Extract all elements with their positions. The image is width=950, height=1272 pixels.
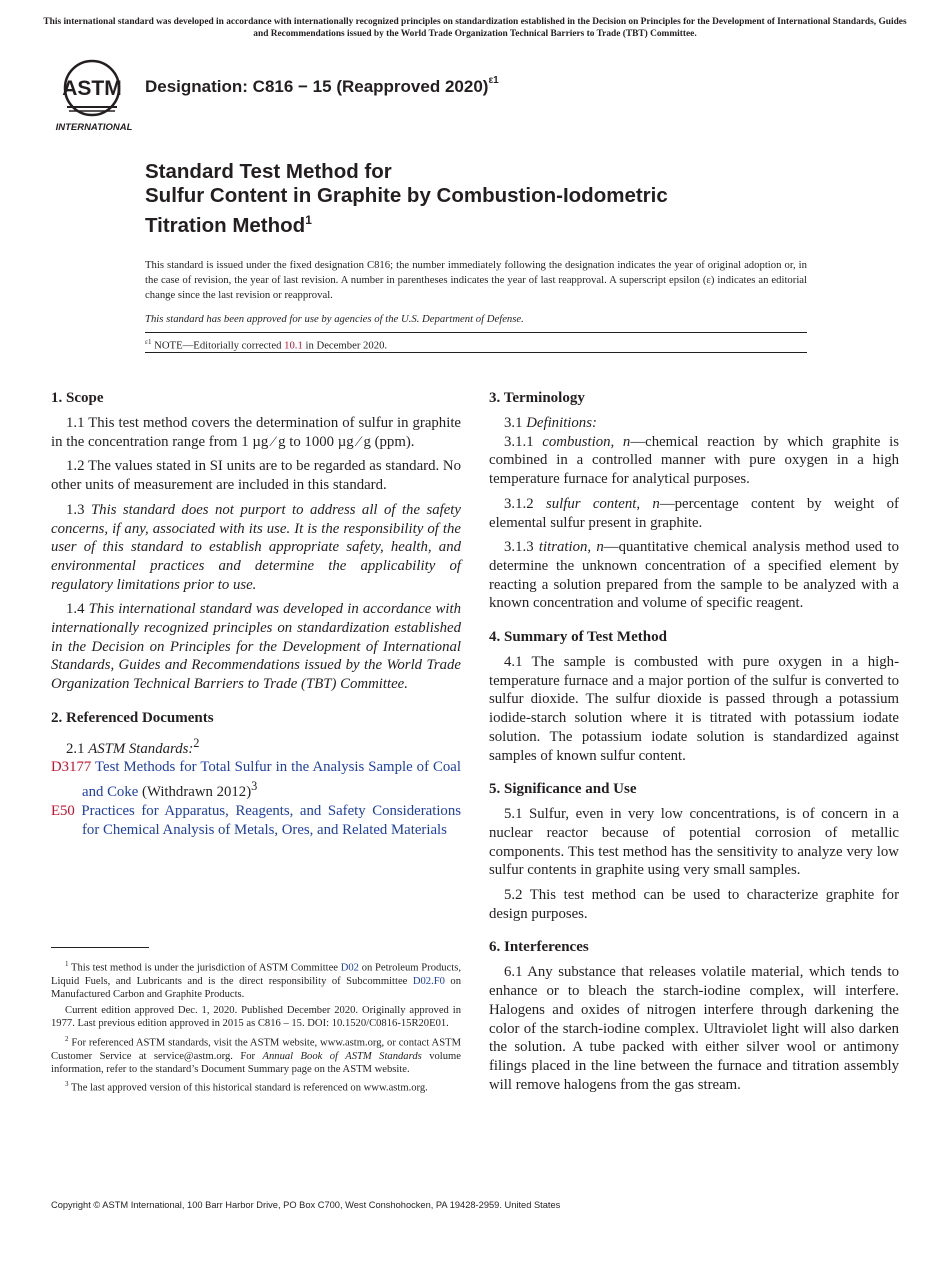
editorial-note-prefix: NOTE—Editorially corrected [151, 339, 285, 352]
section-heading-interferences: 6. Interferences [489, 939, 589, 956]
term-sulfur-content-def: —percentage content by weight of elemental sulfur present in graphite. [489, 495, 899, 531]
term-sulfur-content-num: 3.1.2 [504, 495, 546, 512]
term-titration-num: 3.1.3 [504, 539, 539, 556]
editorial-note-epsilon: ε1 [145, 338, 152, 346]
refdocs-2-1 [51, 734, 461, 759]
ref-e50 [51, 802, 461, 839]
footnote-3-text: The last approved version of this historical standard is referenced on www.astm.org. [68, 1082, 428, 1094]
ref-d3177-title[interactable]: Test Methods for Total Sulfur in the Analysis Sample of Coal and Coke [82, 759, 461, 801]
footnote-1-text-c: on Manufactured Carbon and Graphite Products. [51, 975, 461, 1001]
title-line-2: Sulfur Content in Graphite by Combustion-Iodometric [145, 184, 668, 207]
preamble: This standard is issued under the fixed designation C816; the number immediately following the designation indicates the year of original adoption or, in the case of revision, the year of last revision. A number in parentheses indicates the year of last reapproval. A superscript epsilon (ε) indicates an editorial change since the last revision or reapproval. [145, 259, 807, 301]
scope-1-2: 1.2 The values stated in SI units are to be regarded as standard. No other units of measurement are included in this standard. [51, 458, 461, 494]
footnote-1 [51, 958, 461, 1002]
title-footnote-ref: 1 [305, 213, 312, 227]
footnote-1-link-d02f0[interactable]: D02.F0 [412, 975, 445, 987]
title-line-1: Standard Test Method for [145, 160, 392, 183]
section-heading-significance: 5. Significance and Use [489, 781, 637, 798]
scope-1-1: 1.1 This test method covers the determination of sulfur in graphite in the concentration range from 1 µg ⁄ g to 1000 µg ⁄ g (ppm). [51, 415, 461, 450]
logo-text: ASTM [62, 77, 122, 100]
footnote-3 [51, 1078, 461, 1095]
term-titration [489, 538, 899, 613]
footnote-2-book: Annual Book of ASTM Standards [262, 1050, 422, 1062]
astm-logo [52, 58, 136, 136]
term-combustion-num: 3.1.1 [504, 433, 543, 450]
scope-1-4-text: This international standard was developed in accordance with internationally recognized principles on standardization established in the Decision on Principles for the Development of International Standards, Guides and Recommendations issued by the World Trade Organization Technical Barriers to Trade (TBT) Committee. [51, 601, 461, 693]
ref-e50-title[interactable]: Practices for Apparatus, Reagents, and Safety Considerations for Chemical Analysis of Metals, Ores, and Related Materials [81, 802, 461, 838]
section-heading-summary: 4. Summary of Test Method [489, 629, 667, 646]
term-combustion-term: combustion, n [542, 433, 631, 450]
editorial-note-link[interactable]: 10.1 [284, 339, 303, 352]
ref-d3177-withdrawn: (Withdrawn 2012) [138, 784, 252, 801]
footnote-1-link-d02[interactable]: D02 [340, 962, 359, 974]
ref-d3177-footnote-ref: 3 [251, 779, 258, 794]
title-line-3: Titration Method [145, 213, 306, 237]
footnote-3-marker: 3 [65, 1080, 69, 1089]
summary-4-1: 4.1 The sample is combusted with pure oxygen in a high-temperature furnace and a major portion of the sulfur is converted to sulfur dioxide. The sulfur dioxide is passed through a potassium iodide-starch solution where it is titrated with potassium iodate solution. The potassium iodate solution is standardized against samples of known sulfur content. [489, 654, 899, 764]
section-heading-refdocs: 2. Referenced Documents [51, 709, 214, 726]
designation-epsilon: ε1 [488, 75, 499, 87]
significance-5-2: 5.2 This test method can be used to characterize graphite for design purposes. [489, 887, 899, 922]
scope-1-4 [51, 600, 461, 694]
footnotes [51, 958, 461, 1097]
scope-1-3-text: This standard does not purport to address all of the safety concerns, if any, associated with its use. It is the responsibility of the user of this standard to establish appropriate safety, health, and environmental practices and determine the applicability of regulatory limitations prior to use. [51, 501, 461, 593]
footnote-2 [51, 1033, 461, 1077]
ref-d3177-code[interactable]: D3177 [51, 759, 92, 776]
dod-approval: This standard has been approved for use by agencies of the U.S. Department of Defense. [145, 313, 524, 325]
footnote-2-text-a: For referenced ASTM standards, visit the ASTM website, www.astm.org, or contact ASTM Customer Service at service@astm.org. For [51, 1037, 461, 1062]
logo-subtext: INTERNATIONAL [55, 122, 133, 133]
footnote-1-marker: 1 [65, 960, 69, 968]
designation-text: Designation: C816 − 15 (Reapproved 2020) [145, 77, 489, 96]
left-column [51, 388, 461, 839]
scope-1-3 [51, 501, 461, 595]
designation [145, 77, 499, 97]
significance-5-1: 5.1 Sulfur, even in very low concentrations, is of concern in a nuclear reactor because of potential corrosion of metallic components. This test method has the sensitivity to analyze very low sulfur contents in graphite using very small samples. [489, 806, 899, 879]
term-combustion-def: —chemical reaction by which graphite is combined in a controlled manner with pure oxygen in a high temperature furnace for analytical purposes. [489, 433, 899, 488]
terminology-3-1-text: Definitions: [526, 415, 597, 431]
interferences-6-1: 6.1 Any substance that releases volatile material, which tends to enhance or to bleach the starch-iodine complex, will interfere. Halogens and oxides of nitrogen interfere through darkening the color of the starch-iodine complex. Ultraviolet light will also darken the solution. A tube packed with either silver wool or antimony filings placed in the line between the furnace and titration assembly will remove halogens from the gas stream. [489, 964, 899, 1093]
document-title [145, 160, 805, 238]
scope-1-3-num: 1.3 [66, 501, 91, 518]
footnote-divider [51, 947, 149, 948]
refdocs-2-1-text: ASTM Standards: [88, 740, 194, 757]
editorial-note-suffix: in December 2020. [302, 339, 388, 352]
right-column [489, 388, 899, 1100]
refdocs-2-1-num: 2.1 [66, 740, 89, 757]
section-heading-scope: 1. Scope [51, 390, 104, 406]
term-sulfur-content-term: sulfur content, n [545, 495, 660, 512]
divider-top [145, 332, 807, 333]
copyright: Copyright © ASTM International, 100 Barr Harbor Drive, PO Box C700, West Conshohocken, PA 19428-2959. United States [51, 1200, 561, 1210]
footnote-edition: Current edition approved Dec. 1, 2020. Published December 2020. Originally approved in 1977. Last previous edition approved in 2015 as C816 – 15. DOI: 10.1520/C0816-15R20E01. [51, 1004, 461, 1030]
tbt-notice: This international standard was developed in accordance with internationally recognized principles on standardization established in the Decision on Principles for the Development of International Standards, Guides and Recommendations issued by the World Trade Organization Technical Barriers to Trade (TBT) Committee. [43, 17, 907, 39]
footnote-1-text-b: on Petroleum Products, Liquid Fuels, and Lubricants and is the direct responsibility of Subcommittee [51, 962, 461, 987]
term-titration-def: —quantitative chemical analysis method used to determine the unknown concentration of a specified element by reacting a solution prepared from the sample to be analyzed with a known concentration and volume of specific reagent. [489, 539, 899, 612]
footnote-2-text-b: volume information, refer to the standard’s Document Summary page on the ASTM website. [51, 1050, 461, 1075]
term-sulfur-content [489, 495, 899, 532]
terminology-3-1-num: 3.1 [504, 415, 527, 431]
term-combustion [489, 433, 899, 489]
astm-logo-graphic [52, 58, 136, 136]
refdocs-footnote-ref: 2 [193, 735, 200, 750]
editorial-note [145, 338, 387, 352]
divider-bottom [145, 352, 807, 353]
ref-d3177 [51, 758, 461, 801]
term-titration-term: titration, n [538, 539, 604, 556]
footnote-2-marker: 2 [65, 1034, 69, 1043]
section-heading-terminology: 3. Terminology [489, 390, 585, 406]
footnote-1-text-a: This test method is under the jurisdiction of ASTM Committee [68, 962, 341, 974]
terminology-3-1 [489, 414, 899, 433]
scope-1-4-num: 1.4 [66, 601, 89, 618]
ref-e50-code[interactable]: E50 [51, 802, 75, 819]
